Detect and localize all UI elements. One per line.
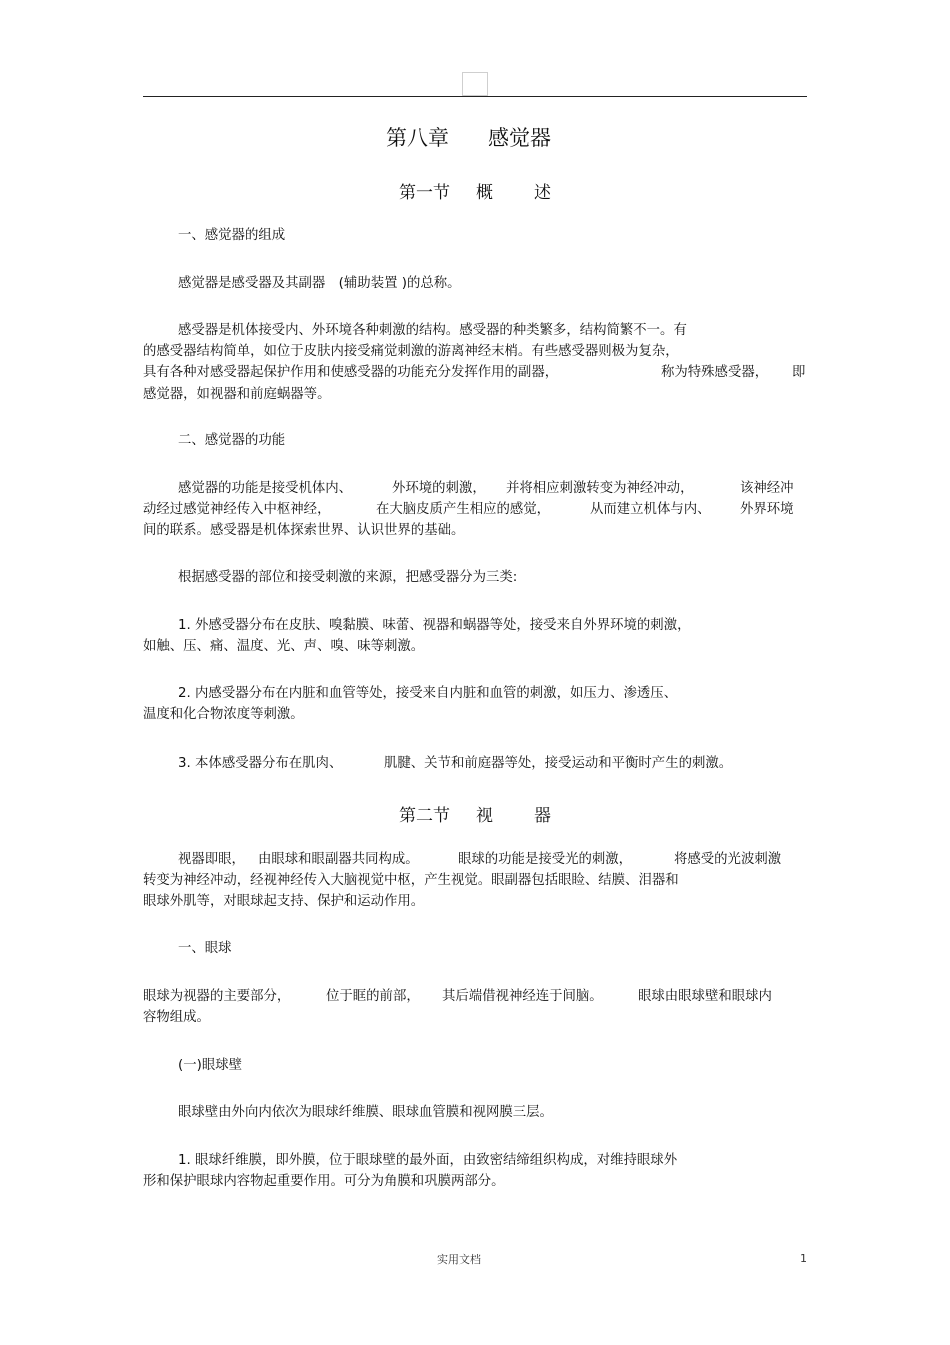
section2-title-char2: 器 xyxy=(534,806,551,826)
paragraph-line: 眼球的功能是接受光的刺激， xyxy=(458,852,633,867)
subheading-eyeball-wall: (一)眼球壁 xyxy=(178,1058,243,1073)
paragraph-line: 具有各种对感受器起保护作用和使感受器的功能充分发挥作用的副器， xyxy=(143,365,559,380)
list-item-line: 肌腱、关节和前庭器等处，接受运动和平衡时产生的刺激。 xyxy=(384,756,733,771)
paragraph-line: 间的联系。感受器是机体探索世界、认识世界的基础。 xyxy=(143,523,465,538)
section2-title-char1: 视 xyxy=(476,806,493,826)
list-item-line: 温度和化合物浓度等刺激。 xyxy=(143,707,304,722)
paragraph-line: 在大脑皮质产生相应的感觉， xyxy=(376,502,551,517)
page-number: 1 xyxy=(800,1252,807,1265)
paragraph-line: 外环境的刺激， xyxy=(392,481,486,496)
paragraph-line: 并将相应刺激转变为神经冲动， xyxy=(506,481,694,496)
paragraph-line: 眼球外肌等，对眼球起支持、保护和运动作用。 xyxy=(143,894,425,909)
list-item-line: 形和保护眼球内容物起重要作用。可分为角膜和巩膜两部分。 xyxy=(143,1174,505,1189)
paragraph: 感觉器是感受器及其副器 (辅助装置 )的总称。 xyxy=(178,276,461,291)
paragraph-line: 眼球为视器的主要部分， xyxy=(143,989,291,1004)
footer-label: 实用文档 xyxy=(437,1253,481,1266)
subheading-composition: 一、感觉器的组成 xyxy=(178,228,286,243)
list-item-line: 3. 本体感受器分布在肌肉、 xyxy=(178,756,343,771)
list-item-line: 1. 外感受器分布在皮肤、嗅黏膜、味蕾、视器和蜗器等处，接受来自外界环境的刺激， xyxy=(178,618,691,633)
paragraph-line: 位于眶的前部， xyxy=(326,989,420,1004)
section1-number: 第一节 xyxy=(399,183,450,203)
paragraph-line: 称为特殊感受器， xyxy=(661,365,769,380)
paragraph-line: 转变为神经冲动，经视神经传入大脑视觉中枢，产生视觉。眼副器包括眼睑、结膜、泪器和 xyxy=(143,873,679,888)
paragraph-line: 视器即眼， xyxy=(178,852,245,867)
paragraph: 根据感受器的部位和接受刺激的来源，把感受器分为三类: xyxy=(178,570,518,585)
paragraph-line: 其后端借视神经连于间脑。 xyxy=(442,989,603,1004)
paragraph: 眼球壁由外向内依次为眼球纤维膜、眼球血管膜和视网膜三层。 xyxy=(178,1105,553,1120)
chapter-number: 第八章 xyxy=(386,126,449,150)
chapter-title: 感觉器 xyxy=(488,126,551,150)
paragraph-line: 将感受的光波刺激 xyxy=(674,852,782,867)
section1-title-char1: 概 xyxy=(476,183,493,203)
list-item-line: 如触、压、痛、温度、光、声、嗅、味等刺激。 xyxy=(143,639,425,654)
list-item-line: 2. 内感受器分布在内脏和血管等处，接受来自内脏和血管的刺激，如压力、渗透压、 xyxy=(178,686,678,701)
paragraph-line: 眼球由眼球壁和眼球内 xyxy=(638,989,772,1004)
header-mark xyxy=(462,72,488,96)
subheading-function: 二、感觉器的功能 xyxy=(178,433,286,448)
header-rule xyxy=(143,96,807,97)
paragraph-line: 由眼球和眼副器共同构成。 xyxy=(258,852,419,867)
paragraph-line: 感受器是机体接受内、外环境各种刺激的结构。感受器的种类繁多，结构简繁不一。有 xyxy=(178,323,687,338)
paragraph-line: 从而建立机体与内、 xyxy=(590,502,711,517)
section1-title-char2: 述 xyxy=(534,183,551,203)
section2-number: 第二节 xyxy=(399,806,450,826)
paragraph-line: 感觉器，如视器和前庭蜗器等。 xyxy=(143,387,331,402)
paragraph-line: 容物组成。 xyxy=(143,1010,210,1025)
paragraph-line: 的感受器结构简单，如位于皮肤内接受痛觉刺激的游离神经末梢。有些感受器则极为复杂， xyxy=(143,344,679,359)
paragraph-line: 即 xyxy=(792,365,806,380)
list-item-line: 1. 眼球纤维膜，即外膜，位于眼球壁的最外面，由致密结缔组织构成，对维持眼球外 xyxy=(178,1153,678,1168)
paragraph-line: 动经过感觉神经传入中枢神经， xyxy=(143,502,331,517)
paragraph-line: 该神经冲 xyxy=(740,481,794,496)
paragraph-line: 感觉器的功能是接受机体内、 xyxy=(178,481,353,496)
paragraph-line: 外界环境 xyxy=(740,502,794,517)
subheading-eyeball: 一、眼球 xyxy=(178,941,232,956)
